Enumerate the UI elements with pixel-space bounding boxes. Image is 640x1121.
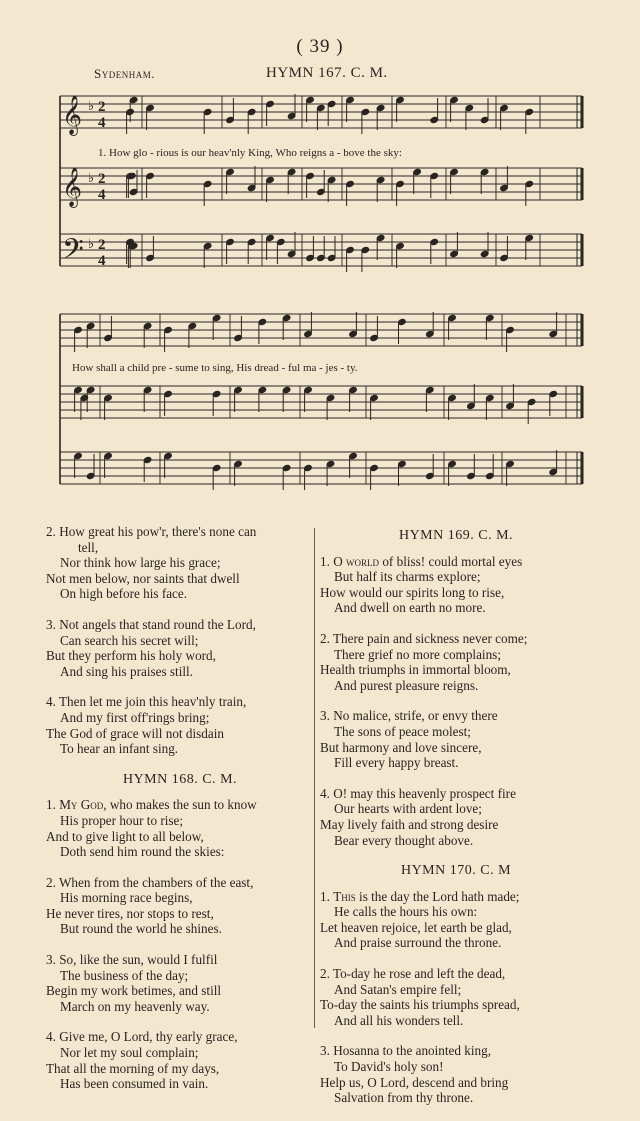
hymn169-verse-2: 2. There pain and sickness never come; There grief no more complains; Health triumphs in immortal bloom, And purest pleasure reigns.: [320, 630, 528, 693]
bass-clef-icon: 𝄢: [62, 233, 84, 273]
flat-icon: ♭: [88, 99, 95, 114]
hymn169-verse-1: 1. O world of bliss! could mortal eyes But half its charms explore; How would our spirits long to rise, And dwell on earth no more.: [320, 553, 523, 616]
lyric-line-1: 1. How glo - rious is our heav'nly King, Who reigns a - bove the sky:: [98, 147, 402, 159]
hymn-170-title: HYMN 170. C. M: [400, 863, 512, 879]
treble-clef-icon: 𝄞: [62, 95, 83, 135]
treble-clef-icon: 𝄞: [62, 167, 83, 207]
hymn170-verse-3: 3. Hosanna to the anointed king, To David's holy son! Help us, O Lord, descend and bring Salvation from thy throne.: [320, 1043, 509, 1106]
hymn-169-title: HYMN 169. C. M.: [398, 528, 514, 543]
time-signature-icon: 2: [98, 99, 106, 115]
hymn170-verse-2: 2. To-day he rose and left the dead, And Satan's empire fell; To-day the saints his triumphs spread, And all his wonders tell.: [320, 966, 520, 1028]
flat-icon: ♭: [88, 237, 95, 252]
hymn168-verse-2: 2. When from the chambers of the east, His morning race begins, He never tires, nor stops to rest, But round the world he shines.: [46, 874, 254, 937]
music-score: [0, 0, 640, 500]
page-number: ( 39 ): [296, 36, 344, 57]
time-signature-icon: 4: [98, 187, 106, 203]
right-column: [320, 524, 592, 1121]
hymn169-verse-3: 3. No malice, strife, or envy there The sons of peace molest; But harmony and love sincere, Fill every happy breast.: [320, 708, 498, 771]
flat-icon: ♭: [88, 171, 95, 186]
time-signature-icon: 2: [98, 171, 106, 187]
hymn-167-title: HYMN 167. C. M.: [266, 65, 388, 81]
hymn170-verse-1: 1. This is the day the Lord hath made; He calls the hours his own: Let heaven rejoice, let earth be glad, And praise surround the throne.: [320, 888, 520, 951]
time-signature-icon: 2: [98, 237, 106, 253]
hymn167-verse-4: 4. Then let me join this heav'nly train, And my first off'rings bring; The God of grace will not disdain To hear an infant sing.: [46, 694, 247, 757]
time-signature-icon: 4: [98, 115, 106, 131]
hymn169-verse-4: 4. O! may this heavenly prospect fire Our hearts with ardent love; May lively faith and strong desire Bear every thought above.: [320, 785, 516, 848]
hymn168-verse-3: 3. So, like the sun, would I fulfil The business of the day; Begin my work betimes, and still March on my heavenly way.: [46, 952, 222, 1014]
tune-name: Sydenham.: [94, 66, 155, 81]
hymn168-verse-1: 1. My God, who makes the sun to know His proper hour to rise; And to give light to all below, Doth send him round the skies:: [46, 797, 257, 860]
hymn168-verse-4: 4. Give me, O Lord, thy early grace, Nor let my soul complain; That all the morning of my days, Has been consumed in vain.: [46, 1029, 238, 1092]
hymn-168-title: HYMN 168. C. M.: [122, 771, 238, 787]
hymn167-verse-3: 3. Not angels that stand round the Lord, Can search his secret will; But they perform his holy word, And sing his praises still.: [46, 616, 256, 679]
hymn167-verse-2: 2. How great his pow'r, there's none can tell, Nor think how large his grace; Not men below, nor saints that dwell On high before his face.: [46, 524, 257, 602]
left-column: [46, 524, 314, 1107]
column-divider: [314, 528, 315, 1028]
time-signature-icon: 4: [98, 253, 106, 269]
lyric-line-2: How shall a child pre - sume to sing, His dread - ful ma - jes - ty.: [72, 362, 358, 374]
